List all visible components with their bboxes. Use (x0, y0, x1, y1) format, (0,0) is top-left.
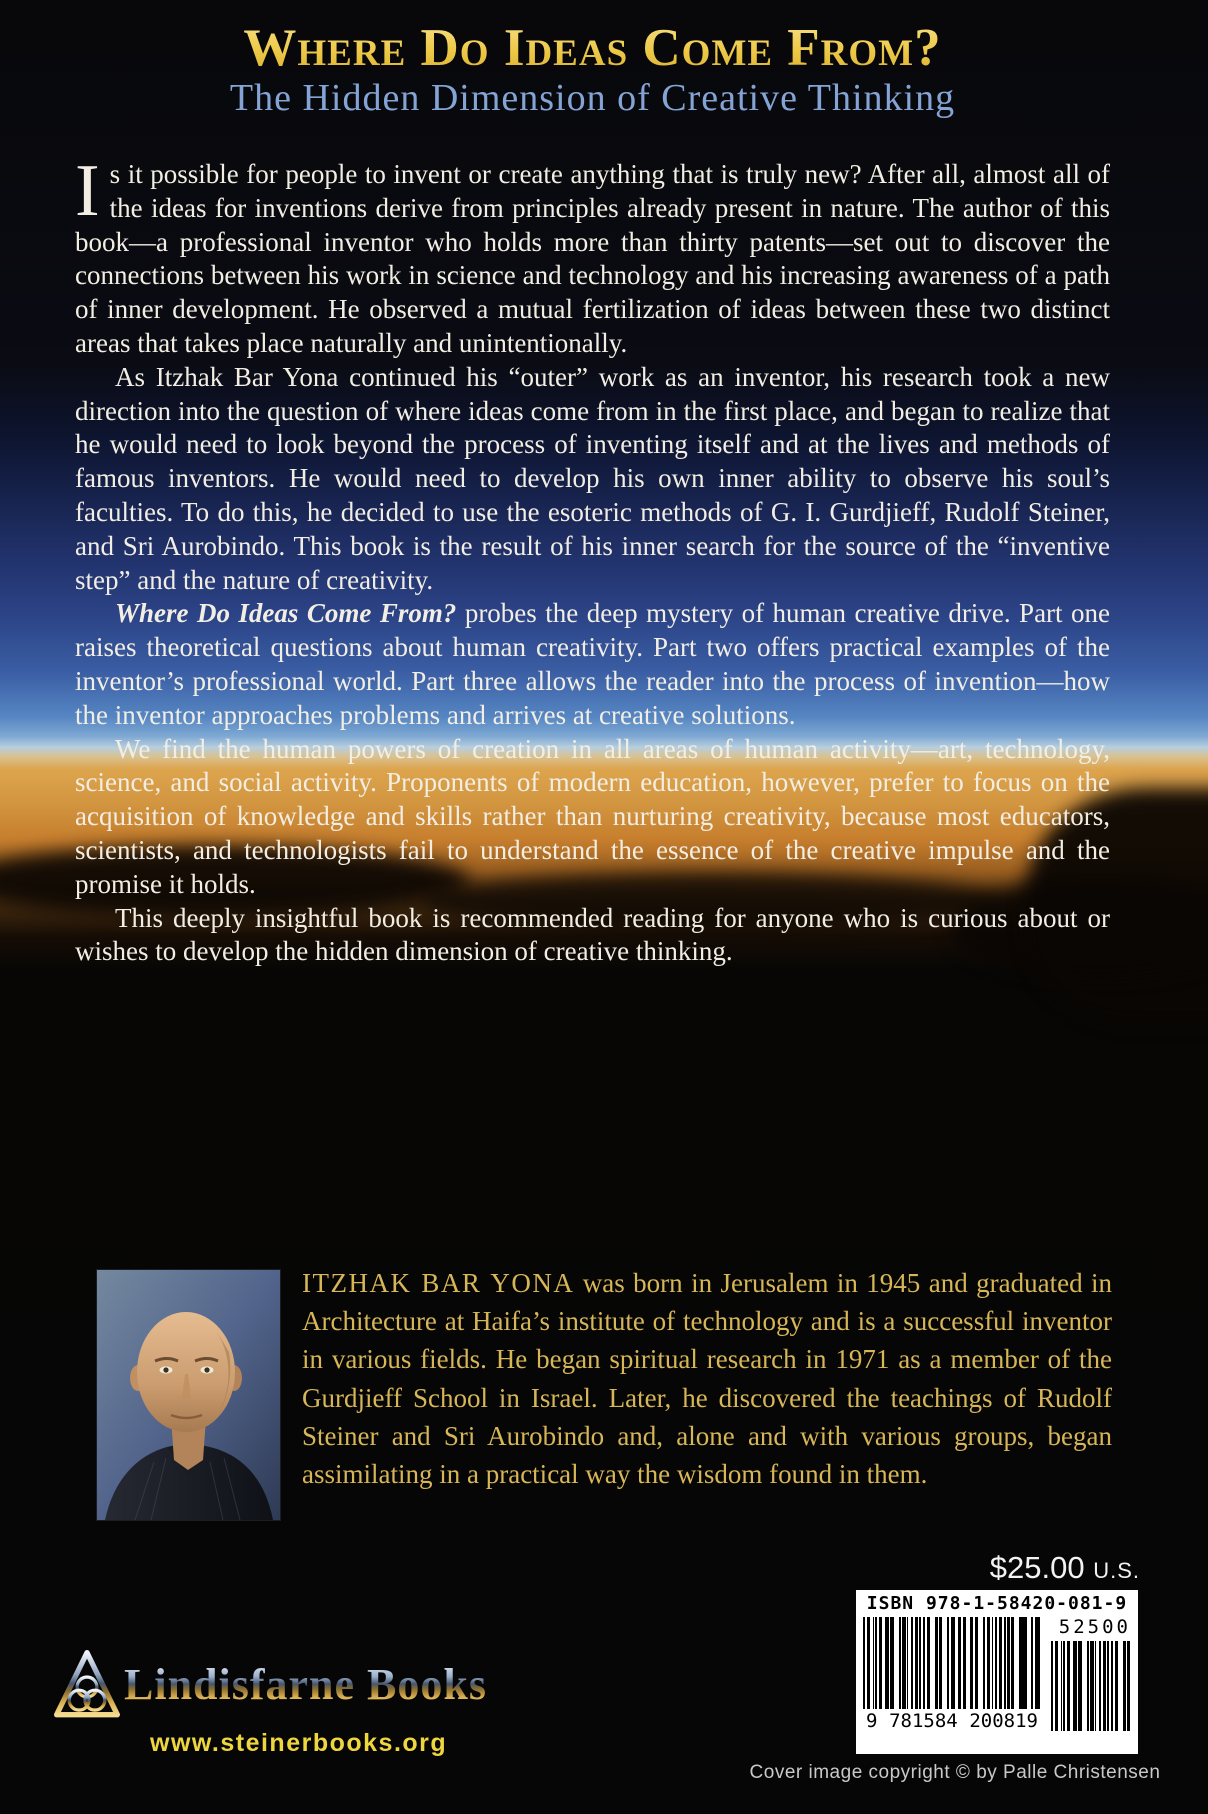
cover-credit: Cover image copyright © by Palle Christensen (749, 1762, 1161, 1783)
isbn-barcode (856, 1590, 1138, 1754)
ean-digit-group: 781584 (889, 1710, 958, 1732)
book-title: Where Do Ideas Come From? (75, 18, 1110, 78)
author-portrait-illustration (97, 1270, 280, 1520)
book-subtitle: The Hidden Dimension of Creative Thinking (229, 77, 956, 119)
synopsis (75, 150, 1110, 969)
publisher-logo (54, 1646, 487, 1724)
author-photo (97, 1270, 280, 1520)
publisher-website: www.steinerbooks.org (150, 1729, 448, 1757)
synopsis-paragraph-1 (75, 150, 1110, 361)
price-amount: $25.00 (989, 1550, 1085, 1585)
supplement-barcode (1051, 1617, 1131, 1735)
currency-label: U.S. (1093, 1558, 1140, 1583)
synopsis-paragraph-2: As Itzhak Bar Yona continued his “outer” work as an inventor, his research took a new direction into the question of where ideas come from in the first place, and began to realize that he would need to look beyond the process of inventing itself and at the lives and methods of famous inventors. He would need to develop his own inner ability to observe his soul’s faculties. To do this, he decided to use the esoteric methods of G. I. Gurdjieff, Rudolf Steiner, and Sri Aurobindo. This book is the result of his inner search for the source of the “inventive step” and the nature of creativity. (75, 361, 1110, 595)
ean-barcode (863, 1617, 1041, 1735)
price (855, 1550, 1140, 1586)
publisher-name: Lindisfarne Books (124, 1660, 487, 1709)
triquetra-triangle-icon (54, 1646, 120, 1724)
ean-digits (863, 1709, 1041, 1733)
synopsis-paragraph-4: We find the human powers of creation in all areas of human activity—art, technology, science, and social activity. Proponents of modern education, however, prefer to focus on the acquisition of knowledge and skills rather than nurturing creativity, because most educators, scientists, and technologists fail to understand the essence of the creative impulse and the promise it holds. (75, 733, 1110, 899)
author-bio-text: was born in Jerusalem in 1945 and graduated in Architecture at Haifa’s institute of technology and is a successful inventor in various fields. He began spiritual research in 1971 as a member of the Gurdjieff School in Israel. Later, he discovered the teachings of Rudolf Steiner and Sri Aurobindo and, alone and with various groups, began assimilating in a practical way the wisdom found in them. (302, 1268, 1112, 1490)
ean-digit-group: 9 (866, 1710, 878, 1732)
isbn-number: ISBN 978-1-58420-081-9 (866, 1593, 1128, 1614)
synopsis-paragraph-5: This deeply insightful book is recommended reading for anyone who is curious about or wishes to develop the hidden dimension of creative thinking. (75, 902, 1110, 967)
drop-cap: I (75, 150, 100, 232)
supplement-bars (1051, 1641, 1131, 1731)
synopsis-paragraph-3 (75, 597, 1110, 732)
ean-digit-group: 200819 (969, 1710, 1038, 1732)
barcode-bars (863, 1617, 1041, 1709)
synopsis-paragraph-3-text: probes the deep mystery of human creative drive. Part one raises theoretical questions about human creativity. Part two offers practical examples of the inventor’s professional world. Part three allows the reader into the process of invention—how the inventor approaches problems and arrives at creative solutions. (75, 598, 1110, 730)
synopsis-paragraph-1-text: s it possible for people to invent or create anything that is truly new? After all, almost all of the ideas for inventions derive from principles already present in nature. The author of this book—a professional inventor who holds more than thirty patents—set out to discover the connections between his work in science and technology and his increasing awareness of a path of inner development. He observed a mutual fertilization of ideas between these two distinct areas that takes place naturally and unintentionally. (75, 159, 1110, 358)
supplement-code: 52500 (1058, 1616, 1131, 1638)
author-bio (302, 1264, 1112, 1493)
author-name: ITZHAK BAR YONA (302, 1268, 575, 1298)
book-title-mention: Where Do Ideas Come From? (115, 598, 457, 629)
barcode-row (863, 1617, 1131, 1735)
